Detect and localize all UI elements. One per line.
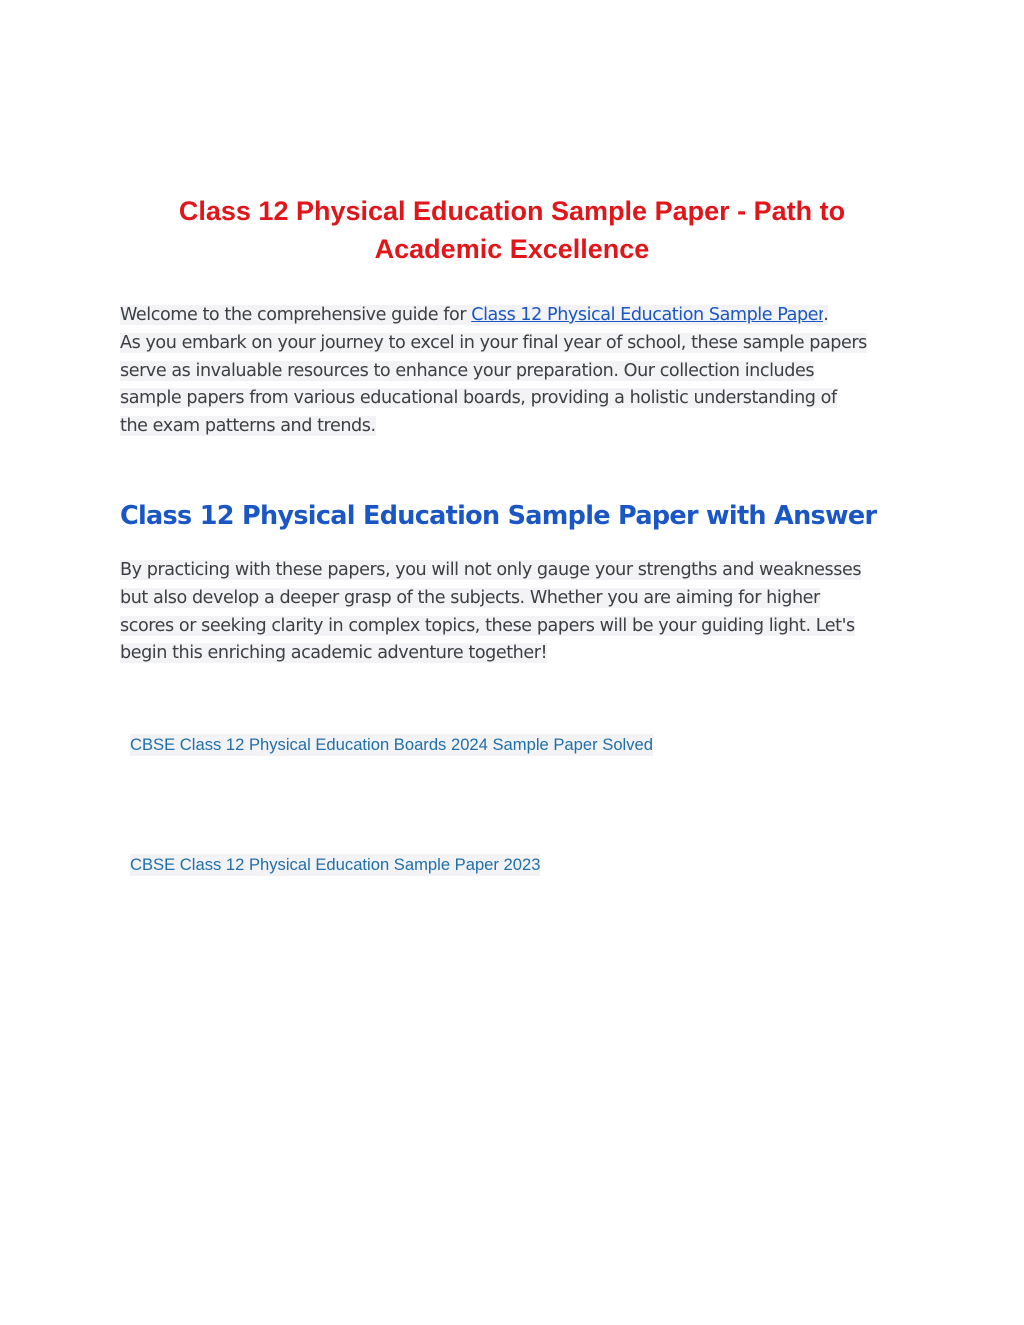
practice-line: scores or seeking clarity in complex topics, these papers will be your guiding light. Let's	[120, 615, 855, 636]
intro-line: sample papers from various educational boards, providing a holistic understanding of	[120, 388, 837, 409]
practice-line: begin this enriching academic adventure together!	[120, 643, 548, 664]
practice-line: but also develop a deeper grasp of the subjects. Whether you are aiming for higher	[120, 587, 820, 608]
intro-text-start: Welcome to the comprehensive guide for	[120, 305, 472, 325]
class-12-physical-education-sample-paper-link[interactable]: Class 12 Physical Education Sample Paper	[471, 305, 824, 325]
page-title	[120, 192, 904, 268]
practice-line: By practicing with these papers, you will not only gauge your strengths and weaknesses	[120, 560, 862, 580]
page-title-line-1: Class 12 Physical Education Sample Paper - Path to	[178, 196, 846, 226]
intro-line: the exam patterns and trends.	[120, 416, 376, 437]
practice-paragraph	[120, 557, 910, 668]
intro-text-period: .	[823, 305, 829, 325]
cbse-2023-sample-paper-link[interactable]: CBSE Class 12 Physical Education Sample Paper 2023	[130, 855, 541, 874]
page-title-line-2: Academic Excellence	[374, 234, 650, 264]
section-heading: Class 12 Physical Education Sample Paper with Answer	[120, 501, 877, 531]
cbse-2024-sample-paper-solved-link[interactable]: CBSE Class 12 Physical Education Boards 2024 Sample Paper Solved	[130, 735, 653, 754]
intro-line: As you embark on your journey to excel in your final year of school, these sample papers	[120, 332, 867, 353]
intro-line: serve as invaluable resources to enhance your preparation. Our collection includes	[120, 360, 815, 381]
intro-paragraph	[120, 302, 910, 441]
